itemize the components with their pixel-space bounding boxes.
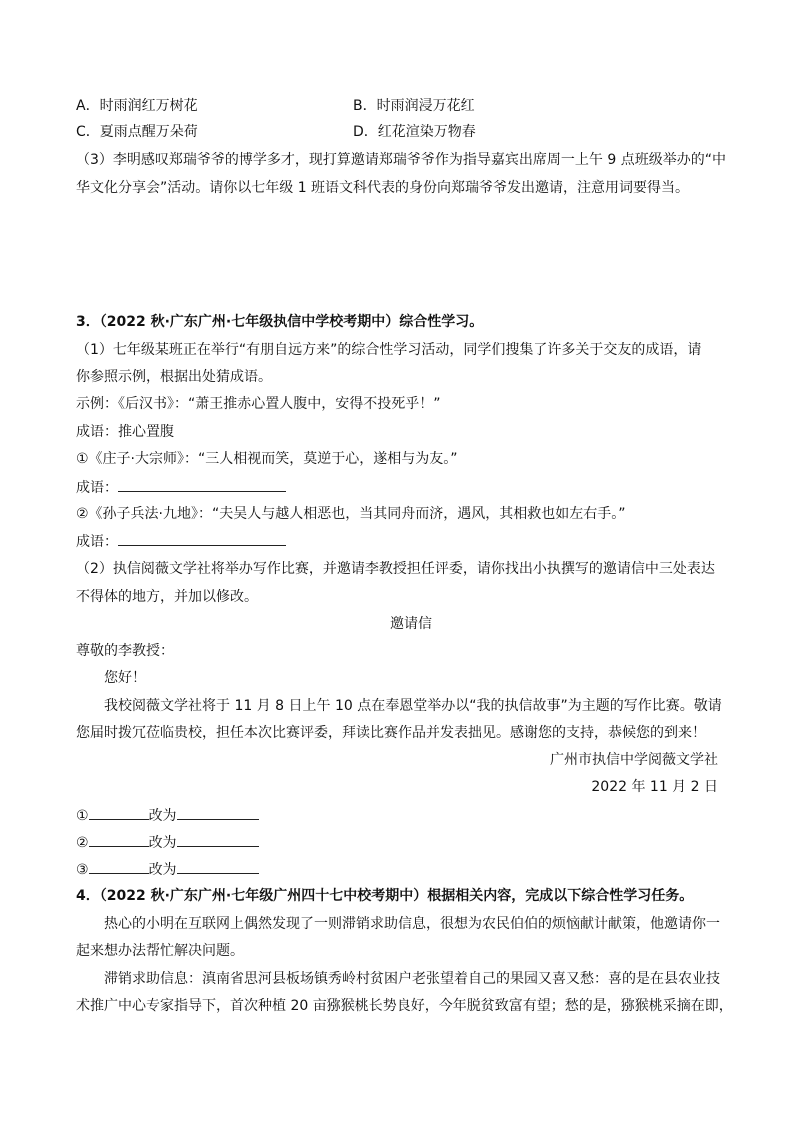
change-to-label: 改为 xyxy=(148,808,177,824)
change-to-label: 改为 xyxy=(148,835,177,851)
fix-original-blank-2[interactable] xyxy=(89,832,149,847)
answer-label: 成语： xyxy=(76,534,118,550)
change-to-label: 改为 xyxy=(148,862,177,878)
letter-salutation: 尊敬的李教授： xyxy=(76,643,174,659)
letter-date: 2022 年 11 月 2 日 xyxy=(591,779,718,795)
answer-label: 成语： xyxy=(76,480,118,496)
fix-number: ② xyxy=(76,835,89,851)
q4-p1-line1: 热心的小明在互联网上偶然发现了一则滞销求助信息，很想为农民伯伯的烦恼献计献策，他邀请你一 xyxy=(104,916,720,932)
letter-title: 邀请信 xyxy=(390,616,432,632)
letter-body-line1: 我校阅薇文学社将于 11 月 8 日上午 10 点在奉恩堂举办以“我的执信故事”为主题的写作比赛。敬请 xyxy=(104,698,722,714)
q3-item2-answer xyxy=(76,531,286,552)
q3-example: 示例：《后汉书》：“萧王推赤心置人腹中，安得不投死乎！” xyxy=(76,396,441,412)
q4-p2-line2: 术推广中心专家指导下，首次种植 20 亩猕猴桃长势良好，今年脱贫致富有望；愁的是，猕猴桃采摘在即， xyxy=(76,998,733,1014)
fix-number: ③ xyxy=(76,862,89,878)
q2-sub3-line1: （3）李明感叹郑瑞爷爷的博学多才，现打算邀请郑瑞爷爷作为指导嘉宾出席周一上午 9 点班级举办的“中 xyxy=(76,152,726,168)
fix-original-blank-1[interactable] xyxy=(89,805,149,820)
q3-sub1-line2: 你参照示例，根据出处猜成语。 xyxy=(76,369,272,385)
q2-sub3-line2: 华文化分享会”活动。请你以七年级 1 班语文科代表的身份向郑瑞爷爷发出邀请，注意用词要得当。 xyxy=(76,180,690,196)
q3-sub2-line1: （2）执信阅薇文学社将举办写作比赛，并邀请李教授担任评委，请你找出小执撰写的邀请信中三处表达 xyxy=(76,561,715,577)
fix-revised-blank-1[interactable] xyxy=(177,805,259,820)
q3-sub1-line1: （1）七年级某班正在举行“有朋自远方来”的综合性学习活动，同学们搜集了许多关于交友的成语，请 xyxy=(76,342,702,358)
q3-item1: ①《庄子·大宗师》：“三人相视而笑，莫逆于心，遂相与为友。” xyxy=(76,451,458,467)
q3-sub2-line2: 不得体的地方，并加以修改。 xyxy=(76,589,258,605)
q4-heading: 4．（2022 秋·广东广州·七年级广州四十七中校考期中）根据相关内容，完成以下综合性学习任务。 xyxy=(76,888,694,904)
answer-blank-1[interactable] xyxy=(118,477,286,492)
fix-revised-blank-2[interactable] xyxy=(177,832,259,847)
fix-row-1 xyxy=(76,805,259,826)
option-c: C．夏雨点醒万朵荷 xyxy=(76,124,198,140)
fix-number: ① xyxy=(76,808,89,824)
answer-blank-2[interactable] xyxy=(118,531,286,546)
fix-row-3 xyxy=(76,859,259,880)
letter-signature: 广州市执信中学阅薇文学社 xyxy=(550,752,718,768)
q3-item1-answer xyxy=(76,477,286,498)
q3-example-idiom: 成语：推心置腹 xyxy=(76,424,174,440)
option-a: A．时雨润红万树花 xyxy=(76,98,198,114)
option-d: D．红花渲染万物春 xyxy=(353,124,476,140)
fix-original-blank-3[interactable] xyxy=(89,859,149,874)
fix-revised-blank-3[interactable] xyxy=(177,859,259,874)
q3-heading: 3．（2022 秋·广东广州·七年级执信中学校考期中）综合性学习。 xyxy=(76,314,484,330)
q4-p1-line2: 起来想办法帮忙解决问题。 xyxy=(76,943,244,959)
letter-greeting: 您好！ xyxy=(104,670,146,686)
fix-row-2 xyxy=(76,832,259,853)
option-b: B．时雨润浸万花红 xyxy=(353,98,475,114)
q4-p2-line1: 滞销求助信息：滇南省思河县板场镇秀岭村贫困户老张望着自己的果园又喜又愁：喜的是在县农业技 xyxy=(104,971,720,987)
q3-item2: ②《孙子兵法·九地》：“夫吴人与越人相恶也，当其同舟而济，遇风，其相救也如左右手。” xyxy=(76,506,626,522)
letter-body-line2: 您届时拨冗莅临贵校，担任本次比赛评委，拜读比赛作品并发表拙见。感谢您的支持，恭候您的到来！ xyxy=(76,725,706,741)
